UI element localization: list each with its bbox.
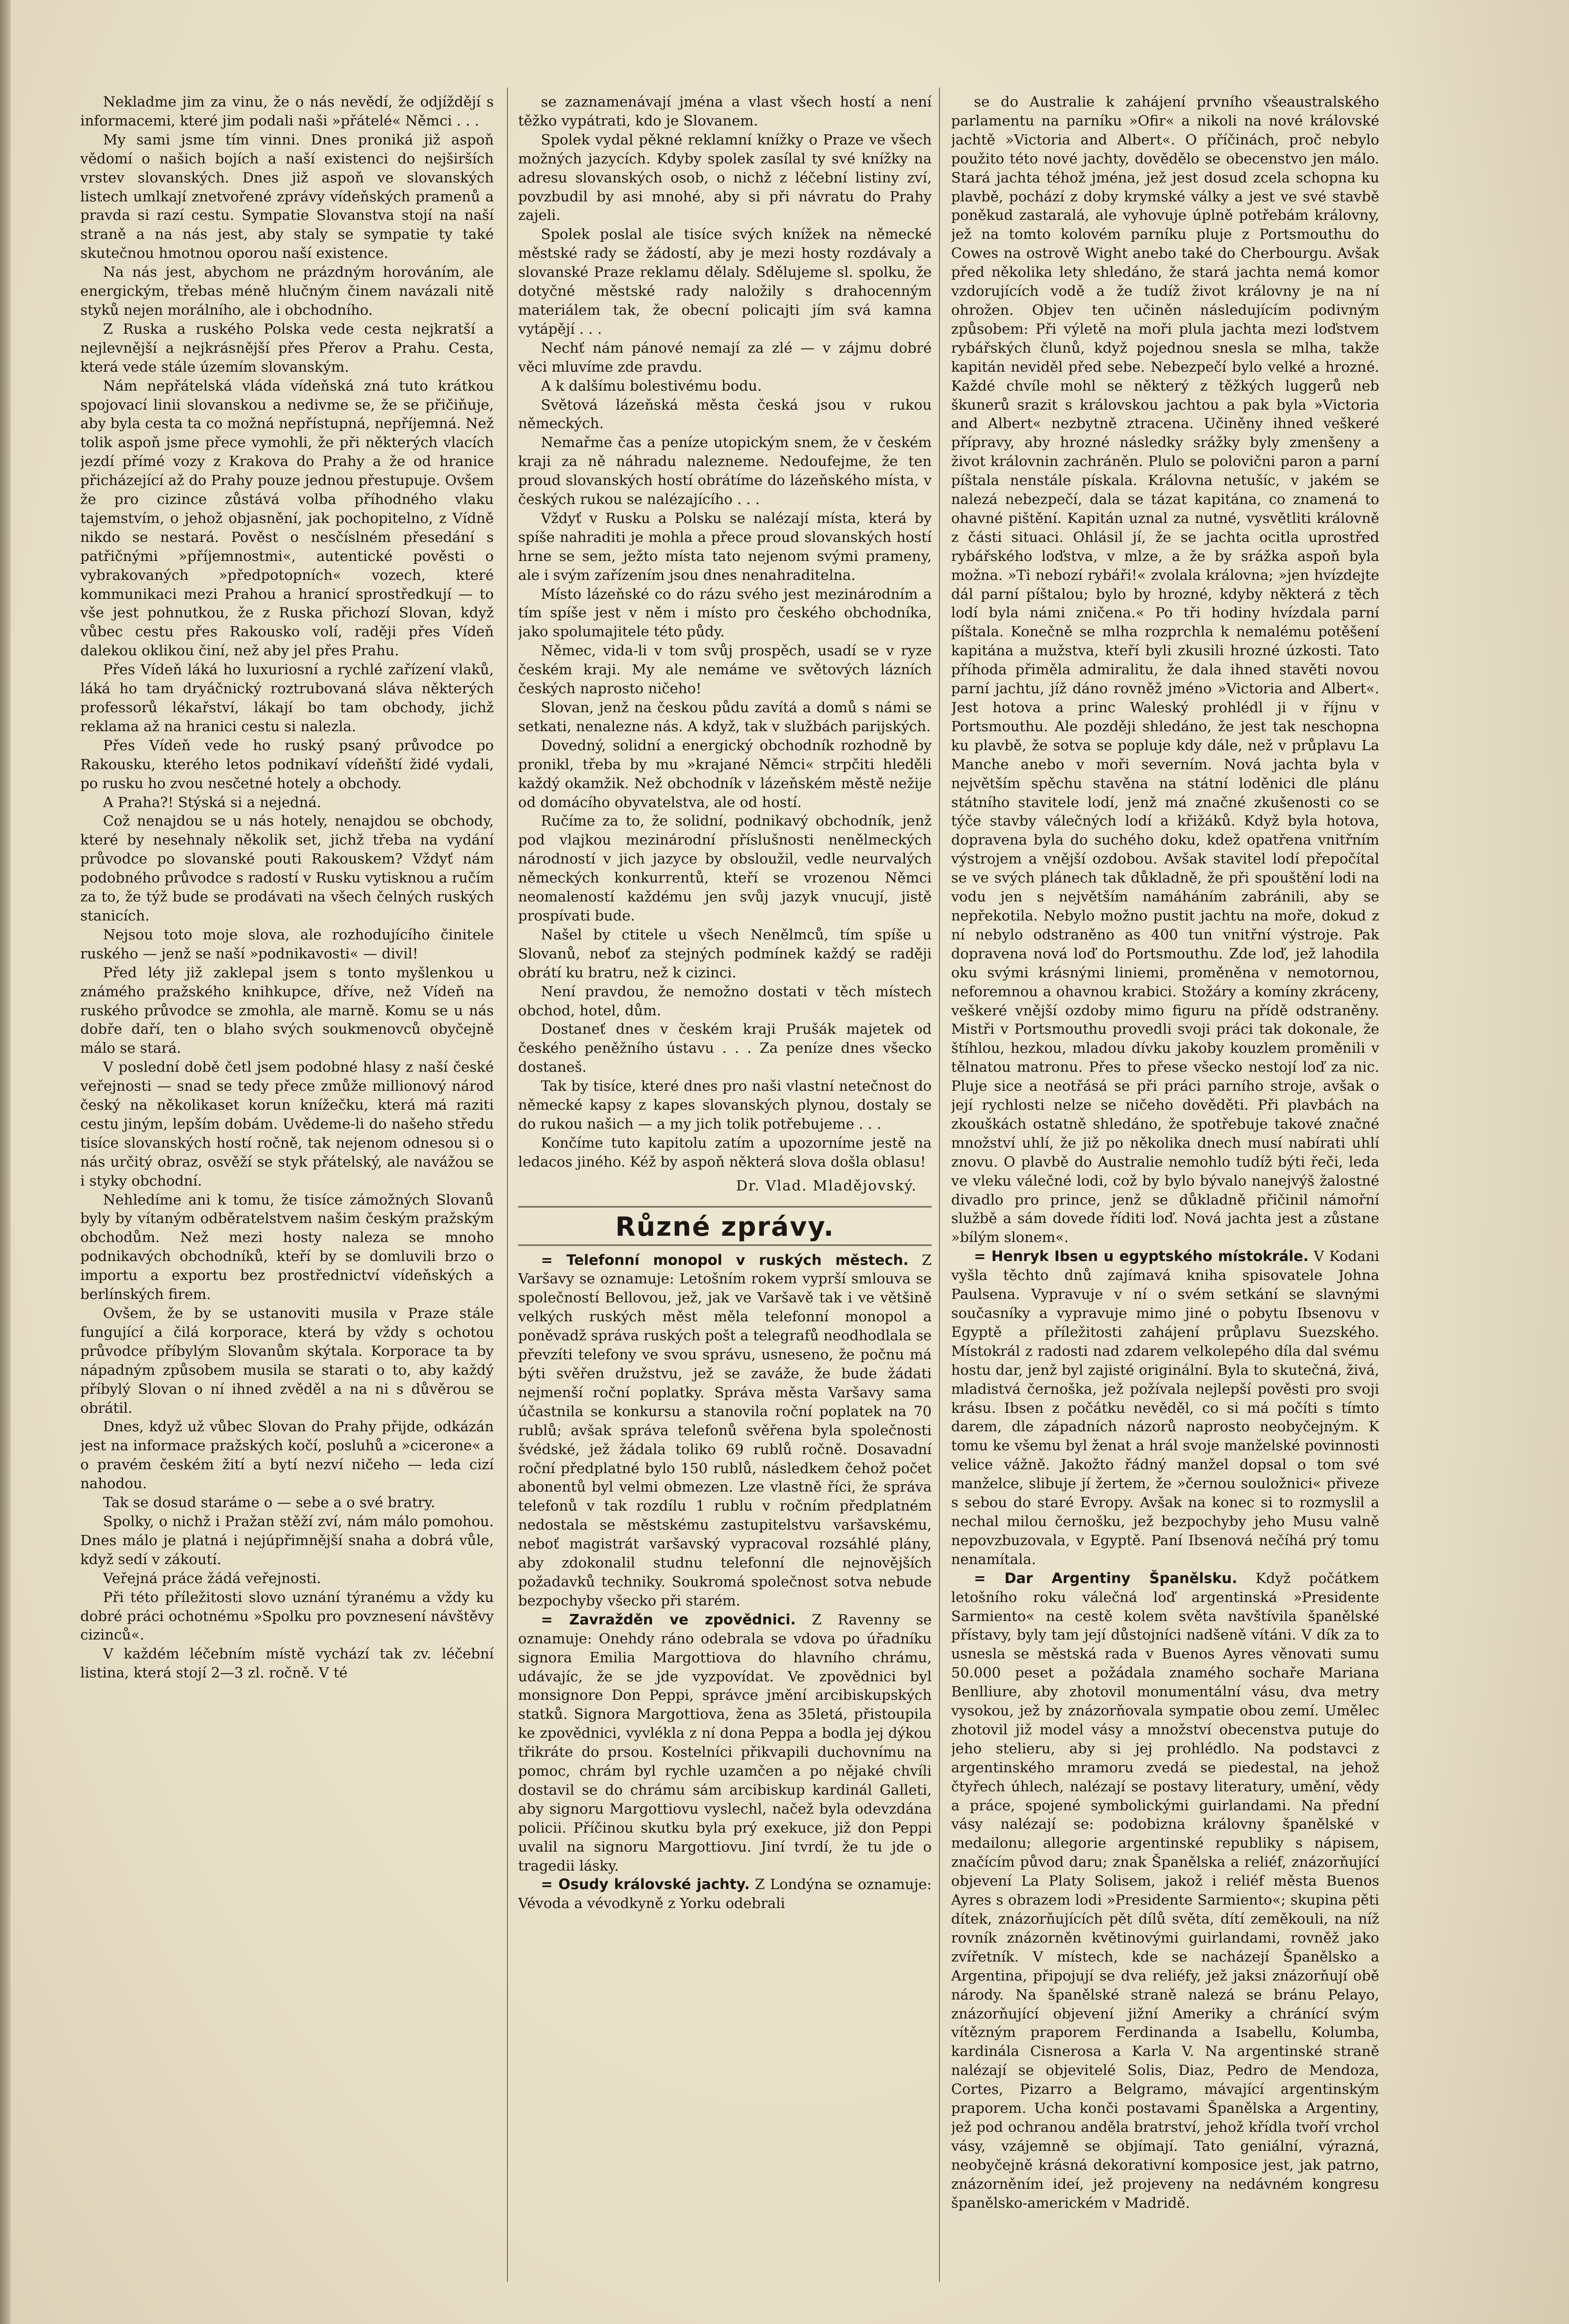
page-shading <box>1394 0 1569 2324</box>
news-item <box>518 1610 932 1875</box>
news-headline: = Zavražděn ve zpovědnici. <box>541 1611 796 1628</box>
column-divider-2 <box>939 88 940 2282</box>
paragraph: Není pravdou, že nemožno dostati v těch místech obchod, hotel, dům. <box>518 983 932 1019</box>
paragraph: Přes Vídeň láká ho luxuriosní a rychlé zařízení vlaků, láká ho tam dryáčnický roztrubovaná sláva některých professorů lékařství, lákají bo tam obchody, jichž reklama až na hranici cestu si nalezla. <box>80 661 494 735</box>
column-3 <box>951 92 1379 2277</box>
news-item <box>518 1875 932 1913</box>
news-body: Z Varšavy se oznamuje: Letošním rokem vyprší smlouva se společností Bellovou, jež, jak ve Varšavě tak i ve většině velkých ruských měst měla telefonní monopol a poněvadž správa ruských pošt a telegrafů neodhodlala se převzíti telefony ve svou správu, usneseno, že počnu má býti svěřen družstvu, jež se zaváže, že bude žádati nejmenší roční poplatky. Správa města Varšavy sama účastnila se konkursu a stanovila roční poplatek na 70 rublů; avšak správa telefonů svěřena byla společnosti švédské, jež žádala toliko 69 rublů ročně. Dosavadní roční předplatné bylo 150 rublů, následkem čehož počet abonentů byl velmi obmezen. Lze vlastně říci, že správa telefonů v tak rozdílu 1 rublu v ročním předplatném nedostala se městskému zastupitelstvu varšavskému, neboť magistrát varšavský vypracoval rozsáhlé plány, aby zdokonalil studnu telefonní dle nejnovějších požadavků techniky. Soukromá společnost sotva nebude bezpochyby všecko při starém. <box>518 1251 932 1609</box>
paragraph: Nehledíme ani k tomu, že tisíce zámožných Slovanů byly by vítaným odběratelstvem našim českým pražským obchodům. Než mezi hosty naleza se mnoho podnikavých obchodníků, kteří by se domluvili brzo o importu a exportu bez prostřednictví vídeňských a berlínských firem. <box>80 1191 494 1303</box>
paragraph: A Praha?! Stýská si a nejedná. <box>103 793 322 811</box>
paragraph: Přes Vídeň vede ho ruský psaný průvodce po Rakousku, kterého letos podnikaví vídeňští židé vydali, po rusku ho zvou nesčetné hotely a obchody. <box>80 737 494 792</box>
paragraph: My sami jsme tím vinni. Dnes proniká již aspoň vědomí o našich bojích a naší existenci do nejširších vrstev slovanských. Dnes již aspoň ve slovanských listech umlkají znetvořené zprávy vídeňských pramenů a pravda si razí cestu. Sympatie Slovanstva stojí na naší straně a na nás jest, aby staly se sympatie ty také skutečnou hmotnou oporou naší existence. <box>80 131 494 262</box>
paragraph: Našel by ctitele u všech Nenělmců, tím spíše u Slovanů, neboť za stejných podmínek každý se raději obrátí ku bratru, než k cizinci. <box>518 926 932 981</box>
news-item <box>951 1247 1379 1568</box>
paragraph: Němec, vida-li v tom svůj prospěch, usadí se v ryze českém kraji. My ale nemáme ve světových lázních českých naprosto ničeho! <box>518 642 932 697</box>
paragraph: Dnes, když už vůbec Slovan do Prahy přijde, odkázán jest na informace pražských kočí, posluhů a »cicerone« a o pravém českém žití a bytí nezví ničeho — leda cizí nahodou. <box>80 1418 494 1492</box>
paragraph: Končíme tuto kapitolu zatím a upozorníme jestě na ledacos jiného. Kéž by aspoň některá slova došla oblasu! <box>518 1134 932 1170</box>
paragraph: Nejsou toto moje slova, ale rozhodujícího činitele ruského — jenž se naší »podnikavosti« — divil! <box>80 926 494 962</box>
paragraph: Spolek poslal ale tisíce svých knížek na německé městské rady se žádostí, aby je mezi hosty rozdávaly a slovanské Praze reklamu dělaly. Sdělujeme sl. spolku, že dotyčné městské rady naložily s drahocenným materiálem tak, že obecní policajti jím svá kamna vytápějí . . . <box>518 226 932 337</box>
column-2 <box>518 92 932 2277</box>
paragraph: Místo lázeňské co do rázu svého jest mezinárodním a tím spíše jest v něm i místo pro českého obchodníka, jako spolumajitele této půdy. <box>518 585 932 640</box>
news-item <box>518 1251 932 1610</box>
news-body: V Kodani vyšla těchto dnů zajímavá kniha spisovatele Johna Paulsena. Vypravuje v ní o svém setkání se slavnými současníky a vypravuje mimo jiné o pobytu Ibsenovu v Egyptě a příležitosti zahájení průplavu Suezského. Místokrál z radosti nad zdarem velkolepého díla dal svému hostu dar, jenž byl zajisté originální. Byla to skutečná, živá, mladistvá černoška, jež požívala nejlepší pověsti pro svoji krásu. Ibsen z počátku nevěděl, co si má počíti s tímto darem, dle západních názorů naprosto neobyčejným. K tomu ke všemu byl ženat a hrál svoje manželské povinnosti velice vážně. Jakožto řádný manžel dopsal o tom své manželce, slibuje jí žertem, že »černou souložnici« přiveze s sebou do staré Evropy. Avšak na konec si to rozmyslil a nechal milou černošku, jež bezpochyby jeho Musu valně nepovzbuzovala, v Egyptě. Paní Ibsenová nečíhá prý tomu nenamítala. <box>951 1248 1379 1567</box>
news-body: se do Australie k zahájení prvního všeaustralského parlamentu na parníku »Ofir« a nikoli na nové královské jachtě »Victoria and Albert«. O příčinách, proč nebylo použito této nové jachty, dovědělo se obecenstvo jen málo. Stará jachta téhož jména, jež jest dosud zcela schopna ku plavbě, pochází z doby krymské války a jest ve své stavbě poněkud zastaralá, ale vyhovuje úplně potřebám královny, jež na tomto kolovém parníku pluje z Portsmouthu do Cowes na ostrově Wight anebo také do Cherbourgu. Avšak před několika lety shledáno, že stará jachta nemá komor vzdorujících vodě a že tudíž život královny je na ní ohrožen. Objev ten učiněn následujícím podivným způsobem: Při výletě na moři plula jachta mezi loďstvem rybářských člunů, když pojednou snesla se mlha, takže kapitán neviděl před sebe. Nebezpečí bylo velké a hrozné. Každé chvíle mohl se některý z těžkých luggerů neb škunerů srazit s královskou jachtou a pak byla »Victoria and Albert« nezbytně ztracena. Učiněny ihned veškeré přípravy, aby hrozné následky srážky byly zmenšeny a život královnin zachráněn. Plulo se polovični paron a parní píštala nenstále pískala. Královna netušíc, v jakém se nalezá nebezpečí, dala se tázat kapitána, co znamená to ohavné pištění. Kapitán uznal za nutné, vysvětliti královně z části situaci. Ohlásil jí, že se jachta ocitla uprostřed rybářského loďstva, v mlze, a že by srážka aspoň byla možna. »Ti nebozí rybáři!« zvolala královna; »jen hvízdejte dál parní píštalou; bylo by hrozné, kdyby některá z těch lodí byla námi zničena.« Po tři hodiny hvízdala parní píštala. Konečně se mlha rozprchla k nemalému potěšení kapitána a mužstva, kteří byli zkusili hrozné úzkosti. Tato příhoda přiměla admiralitu, že dala ihned stavěti novou parní jachtu, jíž dáno rovněž jméno »Victoria and Albert«. Jest hotova a princ Waleský prohlédl ji v říjnu v Portsmouthu. Ale později shledáno, že jest tak neschopna ku plavbě, že sotva se popluje kdy dále, než v průplavu La Manche anebo v moři severním. Nová jachta byla v největším spěchu stavěna na státní loděnici dle plánu státního stavitele lodí, jenž má značné zkušenosti co se týče stavby válečných lodí a křižáků. Když byla hotova, dopravena byla do suchého doku, kdež opatřena vnitřním výstrojem a vnější ozdobou. Avšak stavitel lodí přepočítal se ve svých plánech tak důkladně, že při spouštění lodi na vodu jen s největším namáháním zabránili, aby se nepřekotila. Nebylo možno pustit jachtu na moře, dokud z ní nebylo odstraněno as 400 tun vnitřní výstroje. Pak dopravena nová loď do Portsmouthu. Zde loď, jež lahodila oku svými krásnými liniemi, proměněna v nemotornou, neforemnou a ohavnou krabici. Stožáry a komíny zkráceny, veškeré vnější ozdoby mimo figuru na přídě odstraněny. Mistři v Portsmouthu provedli svoji práci tak dokonale, že štíhlou, hezkou, mladou dívku jakoby kouzlem proměnili v tělnatou matronu. Přes to přese všecko nestojí loď za nic. Pluje sice a neotřásá se při práci parního stroje, avšak o její rychlosti nelze se ničeho dověděti. Při plavbách na zkouškách ostatně shledáno, že spotřebuje takové značné množství uhlí, že již po několika dnech musí nabírati uhlí znovu. O plavbě do Australie nemohlo tudíž býti řeči, leda ve vleku válečné lodi, což by bylo bývalo nanejvýš žalostné divadlo pro prince, jenž se důkladně přičinil námořní službě a sám dovede říditi loď. Nová jachta jest a zůstane »bílým slonem«. <box>951 93 1379 1246</box>
paragraph: Světová lázeňská města česká jsou v rukou německých. <box>518 396 932 432</box>
section-title: Různé zprávy. <box>615 1211 835 1242</box>
page-binding-edge <box>0 0 11 2324</box>
paragraph: V poslední době četl jsem podobné hlasy z naší české veřejnosti — snad se tedy přece zmůže millionový národ český na několikaset korun knížečku, která má raziti cestu jiným, lepším dobám. Uvědeme-li do našeho středu tisíce slovanských hostí ročně, tak nejenom odnesou si o nás určitý obraz, osvěží se styk přátelský, ale navážou se i styky obchodní. <box>80 1059 494 1189</box>
paragraph: Při této příležitosti slovo uznání týranému a vždy ku dobré práci ochotnému »Spolku pro povznesení návštěvy cizinců«. <box>80 1588 494 1643</box>
paragraph: Spolek vydal pěkné reklamní knížky o Praze ve všech možných jazycích. Kdyby spolek zasílal ty své knížky na adresu slovanských osob, o nichž z léčební listiny zví, povzbudil by asi mnohé, aby si při návratu do Prahy zajeli. <box>518 131 932 224</box>
paragraph: Tak by tisíce, které dnes pro naši vlastní netečnost do německé kapsy z kapes slovanských plynou, dostaly se do rukou našich — a my jich tolik potřebujeme . . . <box>518 1078 932 1132</box>
paragraph: Dostaneť dnes v českém kraji Prušák majetek od českého peněžního ústavu . . . Za peníze dnes všecko dostaneš. <box>518 1021 932 1076</box>
paragraph: V každém léčebním místě vychází tak zv. léčební listina, která stojí 2—3 zl. ročně. V té <box>80 1645 494 1681</box>
paragraph: Nemařme čas a peníze utopickým snem, že v českém kraji za ně náhradu nalezneme. Nedoufejme, že ten proud slovanských hostí obrátíme do lázeňského místa, v českých rukou se nalézajícího . . . <box>518 434 932 508</box>
paragraph: Tak se dosud staráme o — sebe a o své bratry. <box>103 1494 435 1511</box>
paragraph: Veřejná práce žádá veřejnosti. <box>103 1569 321 1586</box>
news-body: Z Ravenny se oznamuje: Onehdy ráno odebrala se vdova po úřadníku signora Emilia Margottiova do hlavního chrámu, udávajíc, že se jde vyzpovídat. Ve zpovědnici byl monsignore Don Peppi, správce jmění arcibiskupských statků. Signora Margottiova, žena as 35letá, přistoupila ke zpovědnici, vyvlékla z ní dona Peppa a bodla jej dýkou třikráte do prsou. Kostelníci přikvapili duchovnímu na pomoc, chrám byl rychle uzamčen a po nějaké chvíli dostavil se do chrámu sám arcibiskup kardinál Galleti, aby signoru Margottiovu vyslechl, načež byla odevzdána policii. Příčinou skutku byla prý exekuce, již don Peppi uvalil na signoru Margottiovu. Jiní tvrdí, že tu jde o tragedii lásky. <box>518 1611 932 1874</box>
column-1 <box>80 92 494 2277</box>
author-signature: Dr. Vlad. Mladějovský. <box>736 1177 917 1194</box>
paragraph: Což nenajdou se u nás hotely, nenajdou se obchody, které by nesehnaly několik set, jichž třeba na vydání průvodce po slovanské pouti Rakouskem? Vždyť nám podobného průvodce s radostí v Rusku vytisknou a ručím za to, že týž bude se prodávati na všech čelných ruských stanicích. <box>80 812 494 924</box>
column-divider-1 <box>507 88 508 2282</box>
news-headline: = Osudy královské jachty. <box>541 1876 750 1893</box>
paragraph: Nechť nám pánové nemají za zlé — v zájmu dobré věci mluvíme zde pravdu. <box>518 339 932 375</box>
paragraph: se zaznamenávají jména a vlast všech hostí a není těžko vypátrati, kdo je Slovanem. <box>518 93 932 129</box>
news-headline: = Dar Argentiny Španělsku. <box>974 1569 1238 1586</box>
news-item <box>951 92 1379 1247</box>
paragraph: Nekladme jim za vinu, že o nás nevědí, že odjíždějí s informacemi, které jim podali naši »přátelé« Němci . . . <box>80 93 494 129</box>
paragraph: A k dalšímu bolestivému bodu. <box>541 377 762 394</box>
paragraph: Před léty již zaklepal jsem s tonto myšlenkou u známého pražského knihkupce, dříve, než Vídeň na ruského průvodce se zmohla, ale marně. Komu se u nás dobře daří, ten o blaho svých soukmenovců obyčejně málo se stará. <box>80 964 494 1057</box>
paragraph: Z Ruska a ruského Polska vede cesta nejkratší a nejlevnější a nejkrásnější přes Přerov a Prahu. Cesta, která vede stále územím slovanským. <box>80 320 494 375</box>
paragraph: Ovšem, že by se ustanoviti musila v Praze stále fungující a čilá korporace, která by vždy s ochotou průvodce příbylým Slovanům skýtala. Korporace ta by nápadným způsobem musila se starati o to, aby každý příbylý Slovan o ní ihned zvěděl a na ni s důvěrou se obrátil. <box>80 1305 494 1416</box>
news-body: Z Londýna se oznamuje: Vévoda a vévodkyně z Yorku odebrali <box>518 1876 932 1912</box>
news-item <box>951 1569 1379 2213</box>
paragraph: Ručíme za to, že solidní, podnikavý obchodník, jenž pod vlajkou mezinárodní příslušnosti nenělmeckých národností v jich jazyce by obsloužil, vedle neurvalých německých konkurrentů, kteří se vrozenou Němci neomaleností každému jen svůj jazyk vnucují, jistě prospívati bude. <box>518 812 932 924</box>
section-header <box>518 1206 932 1246</box>
paragraph: Dovedný, solidní a energický obchodník rozhodně by pronikl, třeba by mu »krajané Němci« strpčiti hleděli každý okamžik. Než obchodník v lázeňském městě nežije od domácího obyvatelstva, ale od hostí. <box>518 737 932 811</box>
news-body: Když počátkem letošního roku válečná loď argentinská »Presidente Sarmiento« na cestě kolem světa navštívila španělské přístavy, byly tam její důstojníci nadšeně vítáni. V dík za to usnesla se městská rada v Buenos Ayres věnovati sumu 50.000 peset a požádala znamého sochaře Mariana Benlliure, aby zhotovil monumentální vásu, dva metry vysokou, jež by znázorňovala sympatie obou zemí. Umělec zhotovil již model vásy a množství obecenstva putuje do jeho stelieru, aby si jej prohlédlo. Na podstavci z argentinského mramoru zvedá se piedestal, na jehož čtyřech úhlech, nalézají se postavy literatury, umění, vědy a práce, spojené symbolickými guirlandami. Na přední vásy nalézají se: podobizna královny španělské v medailonu; allegorie argentinské republiky s nápisem, značícím původ daru; znak Španělska a reliéf, znázorňující objevení La Platy Solisem, jakož i reliéf města Buenos Ayres s obrazem lodi »Presidente Sarmiento«; skupina pěti dítek, znázorňujících pět dílů světa, dítí zeměkouli, na níž rovník znázorněn květinovými guirlandami, rovněž jako zvířetník. V místech, kde se nacházejí Španělsko a Argentina, připojují se dva reliéfy, jež jaksi znázorňují obě národy. Na španělské straně nalezá se bránu Pelayo, znázorňující objevení jižní Ameriky a chránící svým vítězným praporem Ferdinanda a Isabellu, Kolumba, kardinála Cisnerosa a Karla V. Na argentinské straně nalézají se objevitelé Solis, Diaz, Pedro de Mendoza, Cortes, Pizarro a Belgramo, mávající argentinským praporem. Ucha konči postavami Španělska a Argentiny, jež pod ochranou anděla bratrství, jehož křídla tvoří vrchol vásy, vzájemně se objímají. Tato geniální, výrazná, neobyčejně krásná dekorativní komposice jest, jak patrno, znázorněním ideí, jež projeveny na nedávném kongresu španělsko-americkém v Madridě. <box>951 1569 1379 2211</box>
paragraph: Nám nepřátelská vláda vídeňská zná tuto krátkou spojovací linii slovanskou a nedivme se, že se přičiňuje, aby byla cesta ta co možná nepřístupná, nepříjemná. Než tolik aspoň jsme přece vymohli, že při některých vlacích jezdí přímé vozy z Krakova do Prahy a že od hranice přicházející až do Prahy pouze jednou přestupuje. Ovšem že pro cizince zůstává volba příhodného vlaku tajemstvím, o jehož objasnění, jak pochopitelno, z Vídně nikdo se nestará. Pověst o nesčíslném přesedání s patřičnými »příjemnostmi«, autentické pověsti o vybrakovaných »předpotopních« vozech, které kommunikaci mezi Prahou a hranicí sprostředkují — to vše jest pohnutkou, že z Ruska přichozí Slovan, když vůbec cestu přes Rakousko volí, raději přes Vídeň dalekou oklikou činí, než aby jel přes Prahu. <box>80 377 494 659</box>
paragraph: Vždyť v Rusku a Polsku se nalézají místa, která by spíše nahraditi je mohla a přece proud slovanských hostí hrne se sem, ježto místa tato nejenom svými prameny, ale i svým zařízením jsou dnes nenahraditelna. <box>518 509 932 583</box>
news-headline: = Henryk Ibsen u egyptského místokrále. <box>974 1248 1309 1265</box>
paragraph: Slovan, jenž na českou půdu zavítá a domů s námi se setkati, nenalezne nás. A když, tak v službách parijských. <box>518 699 932 735</box>
paragraph: Na nás jest, abychom ne prázdným horováním, ale energickým, třebas méně hlučným činem navázali nitě styků nejen morálního, ale i obchodního. <box>80 264 494 318</box>
paragraph: Spolky, o nichž i Pražan stěží zví, nám málo pomohou. Dnes málo je platná i nejúpřimnější snaha a dobrá vůle, když sedí v zákoutí. <box>80 1513 494 1567</box>
news-headline: = Telefonní monopol v ruských městech. <box>541 1251 909 1268</box>
